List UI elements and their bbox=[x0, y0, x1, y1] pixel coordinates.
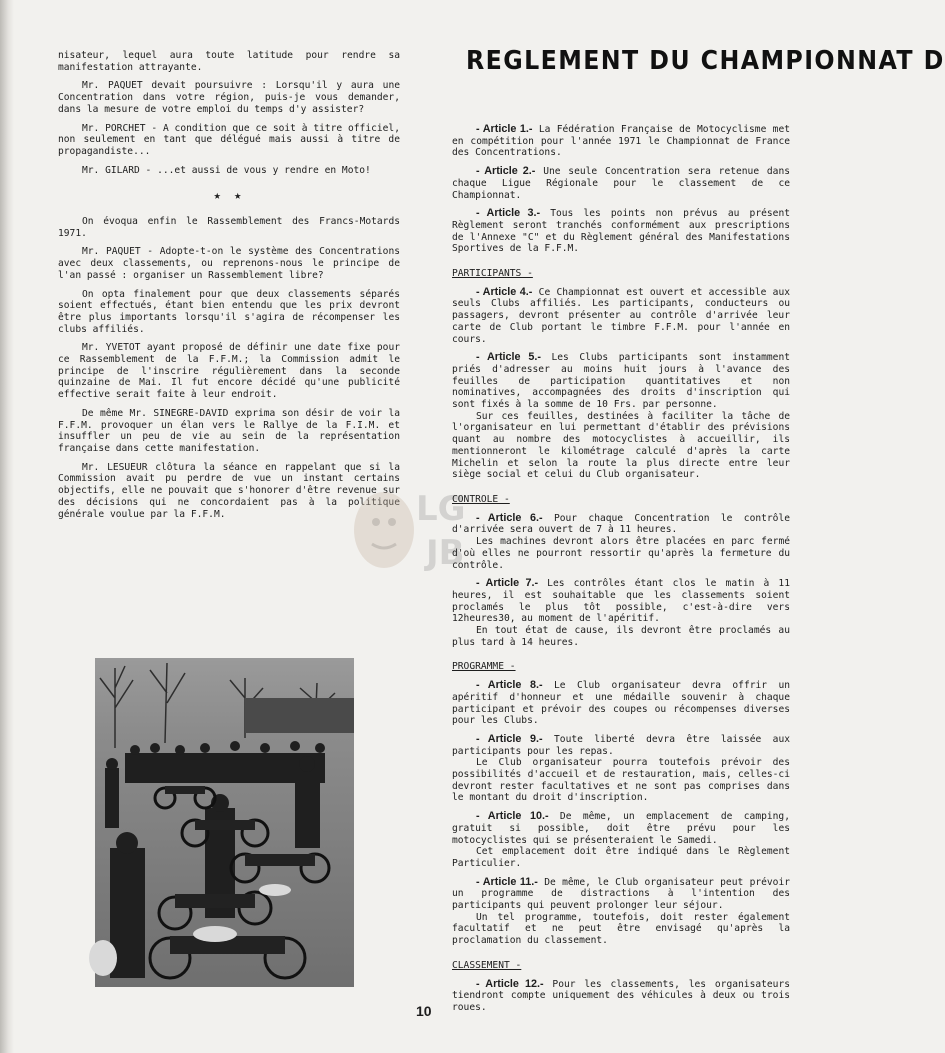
article-label: - Article 9.- bbox=[476, 732, 543, 745]
left-paragraph-6: Mr. PAQUET - Adopte-t-on le système des Concentrations avec deux classements, ou reprenons-nous le principe de l'an passé : organiser un Rassemblement libre? bbox=[58, 246, 400, 281]
left-paragraph-4: Mr. GILARD - ...et aussi de vous y rendre en Moto! bbox=[82, 164, 371, 176]
article-text: De même, le Club organisateur peut prévoir un programme de distractions à l'intention des participants qui peuvent prolonger leur séjour. bbox=[452, 876, 791, 912]
svg-text:JB: JB bbox=[426, 533, 465, 573]
article-text: Pour les classements, les organisateurs tiendront compte uniquement des véhicules à deux ou trois roues. bbox=[452, 978, 790, 1013]
left-paragraph-10: Mr. LESUEUR clôtura la séance en rappelant que si la Commission avait pu perdre de vue un instant certains objectifs, elle ne pouvait que s'honorer d'être revenue sur des décisions qui ne concordaient pas à la politique générale voulue par la F.F.M. bbox=[58, 461, 400, 520]
article-11 bbox=[452, 877, 790, 912]
article-text: Pour chaque Concentration le contrôle d'arrivée sera ouvert de 7 à 11 heures. bbox=[452, 512, 791, 536]
article-8 bbox=[452, 680, 790, 727]
article-text: Une seule Concentration sera retenue dans chaque Ligue Régionale pour le classement de ce Championnat. bbox=[452, 166, 790, 201]
section-heading-programme: PROGRAMME - bbox=[452, 661, 516, 673]
article-text: La Fédération Française de Motocyclisme met en compétition pour l'année 1971 le Championnat de France des Concentrations. bbox=[452, 124, 790, 159]
right-column bbox=[452, 124, 790, 1021]
article-7 bbox=[452, 578, 790, 625]
section-separator-stars: ★ ★ bbox=[213, 188, 245, 203]
page-number: 10 bbox=[416, 1003, 432, 1019]
article-12 bbox=[452, 979, 790, 1014]
article-7-continued: En tout état de cause, ils devront être proclamés au plus tard à 14 heures. bbox=[452, 625, 790, 648]
article-label: - Article 8.- bbox=[476, 679, 543, 692]
page-title: REGLEMENT DU CHAMPIONNAT D bbox=[466, 46, 945, 76]
article-label: - Article 12.- bbox=[476, 977, 544, 990]
article-3 bbox=[452, 208, 790, 255]
article-label: - Article 1.- bbox=[476, 123, 533, 135]
left-paragraph-1: nisateur, lequel aura toute latitude pour rendre sa manifestation attrayante. bbox=[58, 50, 400, 73]
page-fold-shadow bbox=[0, 0, 14, 1053]
article-label: - Article 10.- bbox=[476, 810, 549, 823]
left-paragraph-9: De même Mr. SINEGRE-DAVID exprima son désir de voir la F.F.M. provoquer un élan vers le Rallye de la F.I.M. et insuffler un peu de vie au sein de la représentation française dans cette manifestation. bbox=[58, 407, 400, 454]
article-10-continued: Cet emplacement doit être indiqué dans le Règlement Particulier. bbox=[452, 846, 790, 869]
article-label: - Article 4.- bbox=[476, 285, 533, 298]
article-6-continued: Les machines devront alors être placées en parc fermé d'où elles ne pourront ressortir qu'après la fermeture du contrôle. bbox=[452, 536, 790, 571]
motorcycle-rally-photo bbox=[95, 658, 354, 987]
article-2 bbox=[452, 166, 790, 201]
article-text: Les contrôles étant clos le matin à 11 heures, il est souhaitable que les classements soient proclamés le plus tôt possible, c'est-à-dire vers 12heures30, au moment de l'apéritif. bbox=[452, 578, 790, 625]
article-label: - Article 2.- bbox=[476, 165, 536, 178]
section-heading-classement: CLASSEMENT - bbox=[452, 959, 522, 971]
article-label: - Article 7.- bbox=[476, 577, 539, 590]
article-9-continued: Le Club organisateur pourra toutefois prévoir des possibilités d'accueil et de restauration, mais, celles-ci devront rester facultatives et ne sont pas comprises dans le montant du droit d'inscription. bbox=[452, 757, 790, 804]
article-label: - Article 5.- bbox=[476, 351, 541, 364]
article-1 bbox=[452, 124, 790, 159]
left-paragraph-7: On opta finalement pour que deux classements séparés soient effectués, étant bien entendu que les prix devront être plus importants lorsqu'il s'agira de récompenser les clubs affiliés. bbox=[58, 288, 400, 335]
article-label: - Article 3.- bbox=[476, 207, 541, 220]
section-heading-controle: CONTROLE - bbox=[452, 493, 510, 505]
article-5-continued: Sur ces feuilles, destinées à faciliter la tâche de l'organisateur en lui permettant d'établir des prévisions quant au nombre des motocyclistes à accueillir, ils mentionneront le kilométrage calculé d'après la carte Michelin et selon la route la plus directe entre leur siège social et celui du Club organisateur. bbox=[452, 410, 790, 481]
left-paragraph-2: Mr. PAQUET devait poursuivre : Lorsqu'il y aura une Concentration dans votre région, puis-je vous demander, dans la mesure de votre emploi du temps d'y assister? bbox=[58, 80, 400, 115]
article-text: Les Clubs participants sont instamment priés d'adresser au moins huit jours à l'avance des feuilles de participation quantitatives et non nominatives, accompagnées des droits d'inscription qui sont fixés à la somme de 10 Frs. par personne. bbox=[452, 352, 790, 411]
article-5 bbox=[452, 352, 790, 411]
article-9 bbox=[452, 734, 790, 757]
section-heading-participants: PARTICIPANTS - bbox=[452, 268, 533, 280]
article-text: Ce Championnat est ouvert et accessible aux seuls Clubs affiliés. Les participants, conducteurs ou passagers, devront présenter au contrôle d'arrivée leur carte de Club portant le timbre F.F.M. pour l'année en cours. bbox=[452, 286, 790, 345]
article-label: - Article 6.- bbox=[476, 511, 543, 524]
article-11-continued: Un tel programme, toutefois, doit rester également facultatif et ne peut être envisagé qu'après la proclamation du classement. bbox=[452, 911, 790, 947]
article-4 bbox=[452, 287, 790, 346]
left-paragraph-5: On évoqua enfin le Rassemblement des Francs-Motards 1971. bbox=[58, 216, 400, 239]
svg-text:LG: LG bbox=[416, 489, 466, 529]
left-paragraph-3: Mr. PORCHET - A condition que ce soit à titre officiel, non seulement en tant que délégué mais aussi à titre de propagandiste... bbox=[58, 122, 400, 157]
article-text: Le Club organisateur devra offrir un apéritif d'honneur et une médaille souvenir à chaque participant et prévoir des coupes ou récompenses diverses pour les Clubs. bbox=[452, 680, 790, 727]
left-column bbox=[58, 50, 400, 527]
article-10 bbox=[452, 811, 790, 846]
article-label: - Article 11.- bbox=[476, 875, 538, 888]
article-text: De même, un emplacement de camping, gratuit si possible, doit être prévu pour les motocyclistes qui se présenteraient le Samedi. bbox=[452, 811, 790, 846]
article-6 bbox=[452, 513, 790, 536]
article-text: Tous les points non prévus au présent Règlement seront tranchés conformément aux prescriptions de l'Annexe "C" et du Règlement général des Manifestations Sportives de la F.F.M. bbox=[452, 208, 790, 255]
left-paragraph-8: Mr. YVETOT ayant proposé de définir une date fixe pour ce Rassemblement de la F.F.M.; la Commission admit le principe de l'inscrire régulièrement dans la seconde quinzaine de Mai. Il fut encore décidé qu'une publicité effective serait faite à leur endroit. bbox=[58, 342, 400, 401]
article-text: Toute liberté devra être laissée aux participants pour les repas. bbox=[452, 733, 790, 757]
